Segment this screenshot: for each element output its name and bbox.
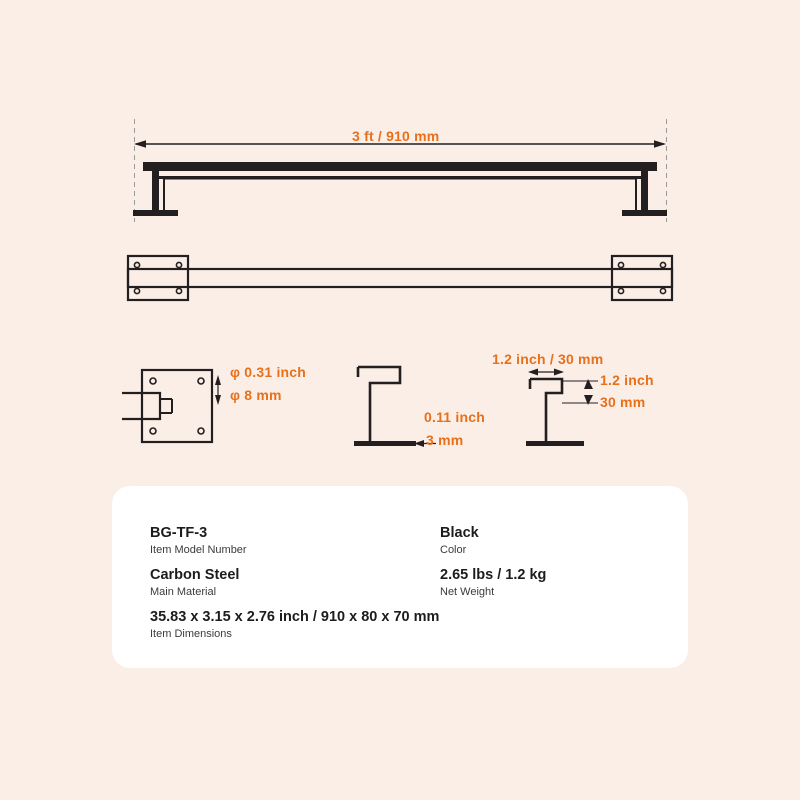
spec-item-model [150,524,247,557]
spec-label: Item Dimensions [150,628,232,641]
spec-card [112,486,688,668]
spec-item-color [440,524,479,557]
bracket-depth-mm-label: 30 mm [600,394,646,410]
spec-value: Carbon Steel [150,567,240,583]
front-view-svg [0,0,800,240]
plan-view-svg [0,245,800,320]
detail-mounting-plate [120,355,340,470]
thickness-mm-label: 3 mm [426,432,464,448]
detail-bracket-size [490,345,720,470]
spec-item-material [150,566,239,599]
spec-item-weight [440,566,546,599]
spec-label: Net Weight [440,586,495,599]
bracket-depth-inch-label: 1.2 inch [600,372,654,388]
spec-value: 2.65 lbs / 1.2 kg [440,567,547,583]
spec-label: Item Model Number [150,544,247,557]
spec-value: BG-TF-3 [150,525,208,541]
spec-label: Color [440,544,467,557]
thickness-inch-label: 0.11 inch [424,409,485,425]
plan-view-drawing [0,245,800,320]
spec-item-dimensions [150,608,439,641]
bracket-width-label: 1.2 inch / 30 mm [492,351,604,367]
spec-value: 35.83 x 3.15 x 2.76 inch / 910 x 80 x 70 mm [150,609,440,625]
screw-diameter-mm-label: φ 8 mm [230,387,282,403]
spec-value: Black [440,525,479,541]
overall-length-label: 3 ft / 910 mm [352,128,440,144]
spec-label: Main Material [150,586,217,599]
front-view-drawing [0,0,800,240]
screw-diameter-inch-label: φ 0.31 inch [230,364,307,380]
